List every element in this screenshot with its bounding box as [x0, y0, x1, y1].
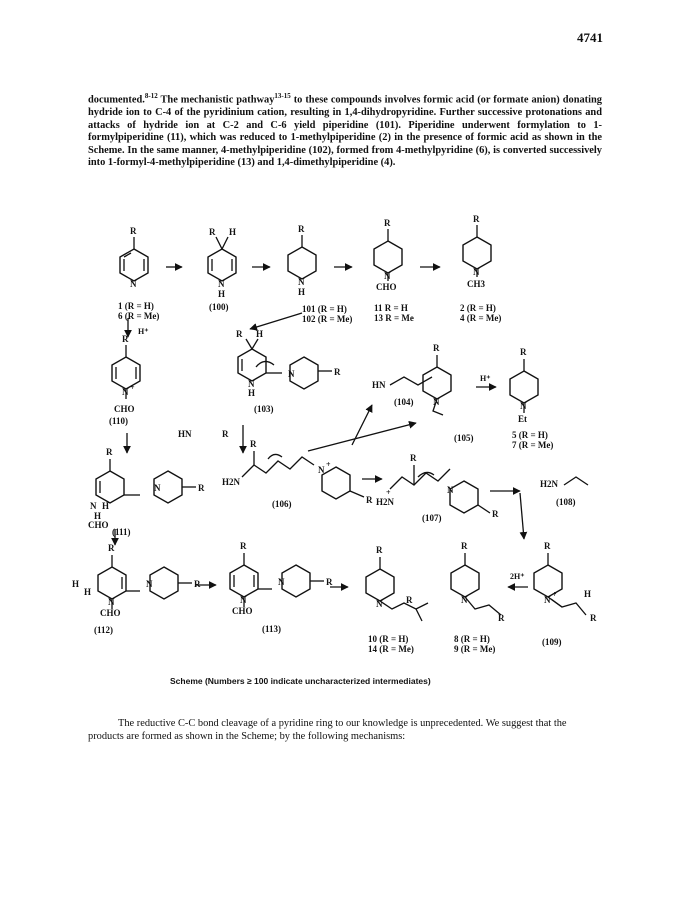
structure-piperidinyl-103	[290, 357, 332, 389]
amine-label: HN	[178, 429, 192, 439]
substituent-label: R	[384, 218, 391, 228]
compound-label-6: 6 (R = Me)	[118, 311, 160, 321]
atom-label: H	[584, 589, 592, 599]
para1-start: documented.	[88, 94, 145, 106]
compound-label-107: (107)	[422, 513, 442, 523]
atom-label: N	[376, 599, 383, 609]
substituent-label: R	[209, 227, 216, 237]
atom-label: H	[218, 289, 226, 299]
formyl-label: CHO	[100, 608, 121, 618]
atom-label: N	[288, 369, 295, 379]
compound-label-14: 14 (R = Me)	[368, 644, 414, 654]
atom-label: N	[130, 279, 137, 289]
charge-label: +	[326, 460, 331, 469]
amine-label: HN	[372, 380, 386, 390]
compound-label-113: (113)	[262, 624, 281, 634]
substituent-label: R	[473, 215, 480, 224]
substituent-label: R	[236, 329, 243, 339]
substituent-label: R	[250, 439, 257, 449]
substituent-label: R	[298, 224, 305, 234]
formyl-label: CHO	[376, 282, 397, 292]
substituent-label: R	[106, 447, 113, 457]
para1-text: The mechanistic pathway	[157, 94, 275, 106]
structure-product-10	[366, 557, 428, 621]
reagent-label: H⁺	[480, 374, 491, 383]
compound-label-2: 2 (R = H)	[460, 303, 496, 313]
compound-label-100: (100)	[209, 302, 229, 312]
structure-intermediate-113	[230, 553, 272, 607]
amine-label: H2N	[376, 497, 394, 507]
atom-label: N	[318, 465, 325, 475]
structure-allylamine-104	[390, 377, 432, 385]
compound-label-13: 13 R = Me	[374, 313, 414, 323]
structure-allylamine-108	[564, 477, 588, 485]
substituent-label: R	[194, 579, 201, 589]
atom-label: N	[146, 579, 153, 589]
atom-label: H	[298, 287, 306, 297]
compound-label-5: 5 (R = H)	[512, 430, 548, 440]
substituent-label: R	[544, 541, 551, 551]
charge-label: +	[386, 488, 391, 497]
atom-label: N	[473, 267, 480, 277]
compound-label-106: (106)	[272, 499, 292, 509]
atom-label: H	[84, 587, 92, 597]
compound-label-4: 4 (R = Me)	[460, 313, 502, 323]
compound-label-109: (109)	[542, 637, 562, 647]
substituent-label: R	[461, 541, 468, 551]
page-number: 4741	[577, 30, 603, 45]
structure-pyridine-1	[120, 237, 148, 281]
compound-label-9: 9 (R = Me)	[454, 644, 496, 654]
reference-8-12: 8-12	[144, 92, 158, 100]
structure-dihydropyridine-100	[208, 237, 236, 281]
substituent-label: R	[410, 453, 417, 463]
formyl-label: CHO	[88, 520, 109, 530]
structure-piperidinyl-107	[450, 481, 490, 513]
compound-label-112: (112)	[94, 625, 113, 635]
compound-label-11: 11 R = H	[374, 303, 408, 313]
compound-label-8: 8 (R = H)	[454, 634, 490, 644]
atom-label: H	[72, 579, 80, 589]
compound-label-103: (103)	[254, 404, 274, 414]
substituent-label: R	[590, 613, 597, 623]
structure-intermediate-103	[238, 339, 282, 381]
substituent-label: R	[130, 226, 137, 236]
ethyl-label: Et	[518, 414, 527, 424]
compound-label-108: (108)	[556, 497, 576, 507]
atom-label: N	[520, 401, 527, 411]
structure-intermediate-111	[96, 459, 140, 503]
compound-label-105: (105)	[454, 433, 474, 443]
structure-product-8	[451, 553, 501, 615]
structure-iminium-109	[534, 553, 586, 615]
atom-label: N	[122, 387, 129, 397]
compound-label-7: 7 (R = Me)	[512, 440, 554, 450]
substituent-label: R	[198, 483, 205, 493]
atom-label: H	[94, 511, 102, 521]
paragraph-cleavage: The reductive C-C bond cleavage of a pyridine ring to our knowledge is unprecedented. We suggest that the products are formed as shown in the Scheme; by the following mechanisms:	[88, 718, 567, 742]
atom-label: N	[248, 379, 255, 389]
atom-label: H	[229, 227, 237, 237]
atom-label: H	[102, 501, 110, 511]
scheme-caption: Scheme (Numbers ≥ 100 indicate uncharacterized intermediates)	[170, 676, 431, 686]
structure-piperidinyl-112	[150, 567, 192, 599]
structure-piperidinyl-106	[322, 467, 364, 499]
structure-intermediate-112	[98, 555, 140, 609]
methyl-label: CH3	[467, 279, 485, 289]
atom-label: N	[544, 595, 551, 605]
reference-13-15: 13-15	[274, 92, 291, 100]
compound-label-102: 102 (R = Me)	[302, 314, 353, 324]
atom-label: H	[256, 329, 264, 339]
substituent-label: R	[366, 495, 373, 505]
amine-label: H2N	[222, 477, 240, 487]
structure-openchain-107	[390, 465, 450, 489]
substituent-label: R	[326, 577, 333, 587]
compound-label-10: 10 (R = H)	[368, 634, 409, 644]
atom-label: N	[278, 577, 285, 587]
atom-label: N	[240, 595, 247, 605]
substituent-label: R	[222, 429, 229, 439]
atom-label: N	[218, 279, 225, 289]
structure-piperidine-101	[288, 235, 316, 279]
substituent-label: R	[406, 595, 413, 605]
charge-label: +	[130, 383, 135, 392]
substituent-label: R	[520, 347, 527, 357]
substituent-label: R	[376, 545, 383, 555]
structure-piperidinyl-113	[282, 565, 324, 597]
amine-label: H2N	[540, 479, 558, 489]
atom-label: N	[433, 397, 440, 407]
atom-label: N	[384, 271, 391, 281]
compound-label-111: (111)	[112, 527, 131, 537]
substituent-label: R	[108, 543, 115, 553]
compound-label-1: 1 (R = H)	[118, 301, 154, 311]
substituent-label: R	[122, 334, 129, 344]
structure-openchain-106	[242, 451, 314, 477]
substituent-label: R	[498, 613, 505, 623]
substituent-label: R	[492, 509, 499, 519]
atom-label: H	[248, 388, 256, 398]
atom-label: N	[154, 483, 161, 493]
reagent-label: 2H⁺	[510, 572, 525, 581]
atom-label: N	[108, 597, 115, 607]
atom-label: N	[461, 595, 468, 605]
substituent-label: R	[240, 541, 247, 551]
formyl-label: CHO	[114, 404, 135, 414]
formyl-label: CHO	[232, 606, 253, 616]
atom-label: N	[298, 277, 305, 287]
atom-label: N	[90, 501, 97, 511]
substituent-label: R	[433, 343, 440, 353]
compound-label-104: (104)	[394, 397, 414, 407]
atom-label: N	[447, 485, 454, 495]
compound-label-110: (110)	[109, 416, 128, 426]
compound-label-101: 101 (R = H)	[302, 304, 347, 314]
substituent-label: R	[334, 367, 341, 377]
charge-label: +	[552, 590, 557, 599]
para1-rest: to these compounds involves formic acid (or formate anion) donating hydride ion to C-4 of the pyridinium cation, resulting in 1,4-dihydropyridine. Further successive protonations and attacks of hydride ion at C-2 and C-6 yield piperidine (101). Piperidine underwent formylation to 1-formylpiperidine (11), which was reduced to 1-methylpiperidine (2) in the presence of formic acid as shown in the Scheme. In the same manner, 4-methylpiperidine (102), formed from 4-methylpyridine (6), is converted successively into 1-formyl-4-methylpiperidine (13) and 1,4-dimethylpiperidine (4).	[88, 94, 602, 169]
reagent-label: H⁺	[138, 327, 149, 336]
paragraph-mechanism	[88, 90, 602, 170]
reaction-scheme	[72, 215, 632, 667]
